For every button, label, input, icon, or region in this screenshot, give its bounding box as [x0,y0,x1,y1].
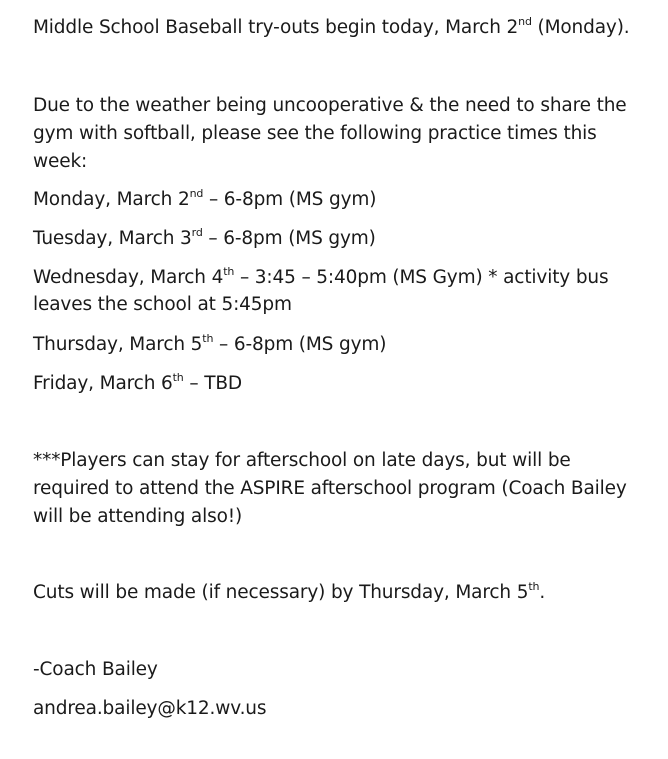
schedule-monday: Monday, March 2nd – 6-8pm (MS gym) [33,187,377,210]
intro-line: gym with softball, please see the following practice times this [33,123,597,144]
schedule-wednesday: Wednesday, March 4th – 3:45 – 5:40pm (MS Gym) * activity bus [33,265,609,288]
intro-line: week: [33,151,88,172]
afterschool-note-line: ***Players can stay for afterschool on late days, but will be [33,450,571,471]
schedule-thursday: Thursday, March 5th – 6-8pm (MS gym) [33,332,387,355]
afterschool-note-line: required to attend the ASPIRE afterschool program (Coach Bailey [33,478,627,499]
schedule-friday: Friday, March 6th – TBD [33,371,242,394]
schedule-wednesday-continued: leaves the school at 5:45pm [33,294,292,315]
cuts-notice: Cuts will be made (if necessary) by Thursday, March 5th. [33,580,546,603]
schedule-tuesday: Tuesday, March 3rd – 6-8pm (MS gym) [33,226,376,249]
signature-email[interactable]: andrea.bailey@k12.wv.us [33,698,267,719]
signature-name: -Coach Bailey [33,659,158,680]
afterschool-note-line: will be attending also!) [33,506,243,527]
intro-line: Due to the weather being uncooperative & the need to share the [33,95,627,116]
tryout-announcement: Middle School Baseball try-outs begin today, March 2nd (Monday). [33,15,630,38]
